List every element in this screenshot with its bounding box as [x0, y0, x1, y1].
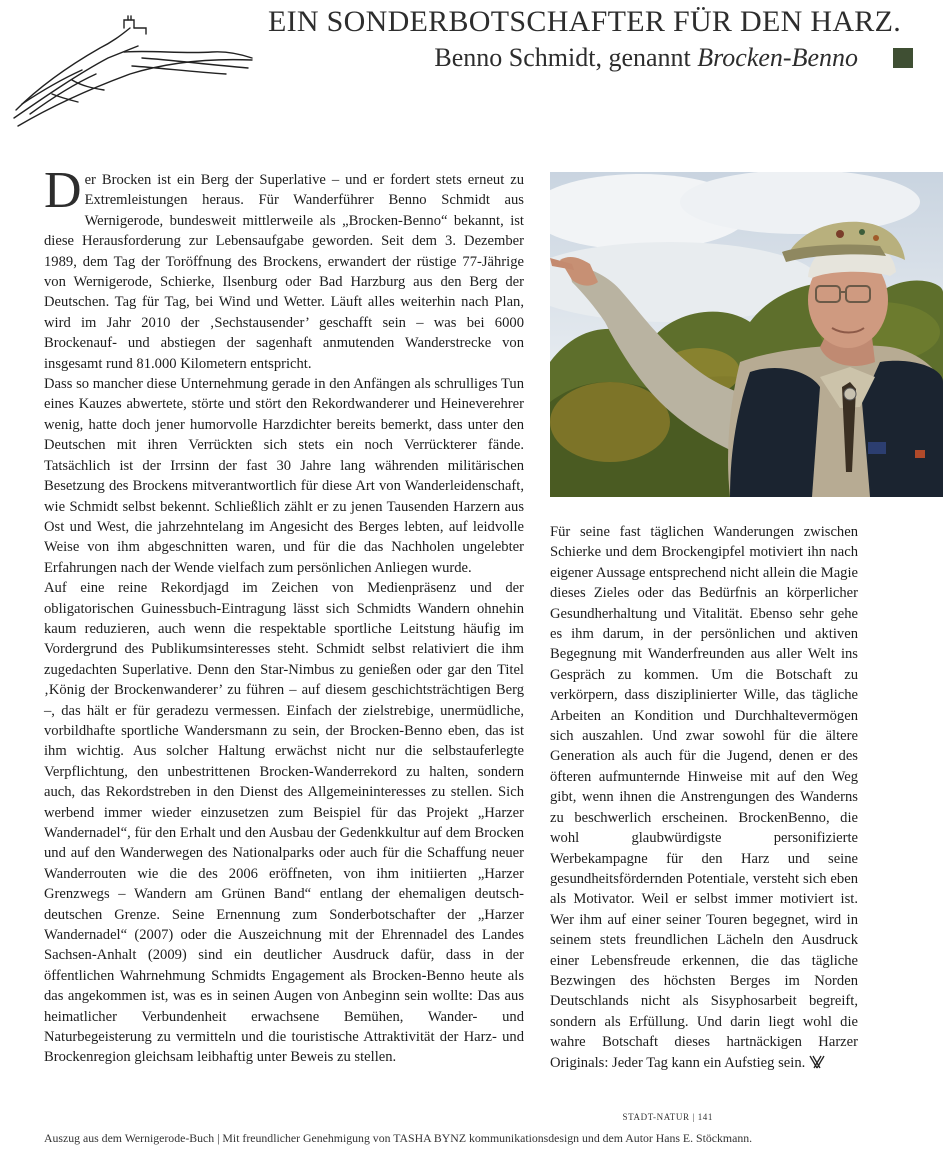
- page-folio: STADT-NATUR | 141: [622, 1112, 713, 1122]
- accent-square: [893, 48, 913, 68]
- article-paragraph: Dass so mancher diese Unternehmung gerade in den Anfängen als schrulliges Tun eines Kauzes abwertete, störte und stört den Rekordwanderer und Heineverehrer wenig, hatte doch jener humorvolle Harzdichter bereits bemerkt, dass unter den Deutschen mit ihren Verrückten sich stets ein noch Verrückterer fände. Tatsächlich ist der Irrsinn der fast 30 Jahre lang währenden militärischen Besetzung des Brockens mitverantwortlich für diese Art von Wanderleidenschaft, wie Schmidt selbst bekennt. Schließlich zählt er zu jenen Tausenden Harzern aus Ost und West, die jahrzehntelang im Angesicht des Berges lebten, auf leidvolle Weise von ihm abgeschnitten waren, und für die das Nachholen ungelebter Erfahrungen nach der Wende vielfach zum persönlichen Anliegen wurde.: [44, 376, 524, 576]
- page-subtitle: [268, 43, 858, 73]
- subtitle-text: Benno Schmidt, genannt: [434, 43, 698, 72]
- article-paragraph: [550, 522, 858, 1073]
- source-credit: Auszug aus dem Wernigerode-Buch | Mit freundlicher Genehmigung von TASHA BYNZ kommunikationsdesign und dem Autor Hans E. Stöckmann.: [44, 1131, 753, 1145]
- paragraph-text: er Brocken ist ein Berg der Superlative – und er fordert stets erneut zu Extremleistungen heraus. Für Wanderführer Benno Schmidt aus Wernigerode, bundesweit mittlerweile als „Brocken-Benno“ bekannt, ist diese Herausforderung zur Lebensaufgabe geworden. Seit dem 3. Dezember 1989, dem Tag der Toröffnung des Brockens, erwandert der rüstige 77-Jährige von Wernigerode, Schierke, Ilsenburg oder Bad Harzburg aus den Berg der Deutschen. Tag für Tag, bei Wind und Wetter. Läuft alles weiterhin nach Plan, wird im Jahr 2010 der ‚Sechstausender’ geschafft sein – was bei 6000 Brockenauf- und abstiegen der sagenhaft anmutenden Wanderstrecke von insgesamt rund 81.000 Kilometern entspricht.: [44, 172, 524, 372]
- page-title: EIN SONDERBOTSCHAFTER FÜR DEN HARZ.: [268, 5, 902, 38]
- paragraph-text: Für seine fast täglichen Wanderungen zwischen Schierke und dem Brockengipfel motiviert ihn nach eigener Aussage entsprechend nicht allein die Magie dieses Zieles oder das Bedürfnis an körperlicher Gesundherhaltung und Vitalität. Ebenso sehr gehe es ihm darum, in der persönlichen und aktiven Begegnung mit Wanderfreunden aus aller Welt ins Gespräch zu kommen. Um die Botschaft zu verkörpern, dass disziplinierter Wille, das tägliche Arbeiten an Kondition und Durchhaltevermögen sich auszahlen. Und zwar sowohl für die ältere Generation als auch für die Jugend, denen er des öfteren aufmunternde Hinweise mit auf den Weg gibt, wenn ihnen die Anstrengungen des Wanderns zu beschwerlich erscheinen. BrockenBenno, die wohl glaubwürdigste personifizierte Werbekampagne für den Harz und seine gesundheitsfördernden Potentiale, versteht sich eben als Motivator. Weil er selbst immer motiviert ist. Wer ihm auf einer seiner Touren begegnet, wird in seinem stets freundlichen Lächeln den Ausdruck einer Lebensfreude erkennen, die das tägliche Bezwingen des höchsten Berges im Norden Deutschlands nicht als Sisyphosarbeit begreift, sondern als Erfüllung. Und darin liegt wohl die wahre Botschaft dieses hartnäckigen Harzer Originals: Jeder Tag kann ein Aufstieg sein.: [550, 524, 858, 1071]
- subtitle-italic-name: Brocken-Benno: [697, 43, 858, 72]
- drop-cap: D: [44, 162, 82, 219]
- article-paragraph: Auf eine reine Rekordjagd im Zeichen von Medienpräsenz und der obligatorischen Guinessbuch-Eintragung lässt sich Schmidts Wandern ohnehin kaum reduzieren, auch wenn die respektable sportliche Leitstung häufig im Vordergrund des Publikumsinteresses steht. Schmidt selbst relativiert die ihm zugedachten Superlative. Denn den Star-Nimbus zu genießen oder gar den Titel ‚König der Brockenwanderer’ zu führen – auf diesem geschichtsträchtigen Berg –, das hält er für geradezu vermessen. Einfach der zielstrebige, unermüdliche, vorbildhafte sportliche Wandersmann zu sein, der Brocken-Benno eben, das ist ihm wichtig. Aus solcher Haltung erwächst nicht nur die selbstauferlegte Verpflichtung, den unbestrittenen Brocken-Wanderrekord zu halten, sondern auch, das Rekordstreben in den Dienst des Allgemeininteresses zu stellen. Sich werbend immer wieder einzusetzen zum Beispiel für das Projekt „Harzer Wandernadel“, für den Erhalt und den Ausbau der Gedenkkultur auf dem Brocken und auf den Wanderwegen des Nationalparks oder auch für die Schaffung neuer Wanderrouten wie die des 2006 eröffneten, von ihm initiierten „Harzer Grenzwegs – Wandern am Grünen Band“ entlang der ehemaligen deutsch-deutschen Grenze. Seine Ernennung zum Sonderbotschafter der „Harzer Wandernadel“ (2007) oder die Auszeichnung mit der Ehrennadel des Landes Sachsen-Anhalt (2009) sind ein deutlicher Ausdruck dafür, dass in der öffentlichen Wahrnehmung Schmidts Engagement als Brocken-Benno heute als das angekommen ist, was es in seinen Augen von Anbeginn sein wollte: Das aus heimatlicher Verbundenheit erwachsene Bemühen, Wander- und Naturbegeisterung zu vermitteln und die touristische Attraktivität der Harz- und Brockenregion gleichsam leibhaftig unter Beweis zu stellen.: [44, 580, 524, 1066]
- article-paragraph: [44, 162, 524, 374]
- article-right-column: [550, 522, 858, 1073]
- article-left-column: [44, 162, 524, 1068]
- portrait-photo: [550, 172, 943, 497]
- end-mark-icon: [808, 1055, 826, 1069]
- mountain-sketch-icon: [12, 14, 257, 129]
